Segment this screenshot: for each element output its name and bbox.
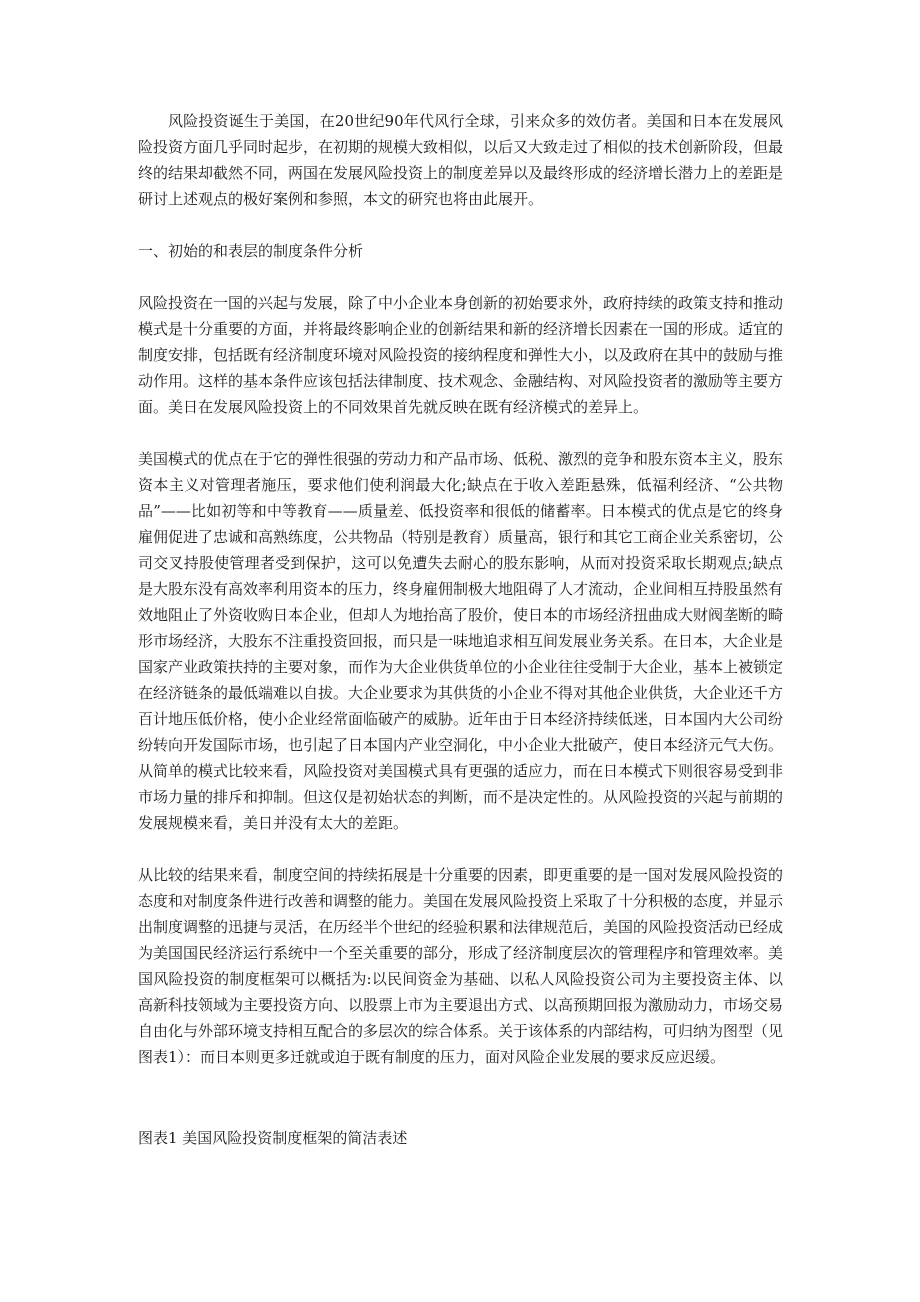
figure-caption: 图表1 美国风险投资制度框架的简洁表述 [138, 1129, 408, 1147]
body-paragraph-4: 从比较的结果来看，制度空间的持续拓展是十分重要的因素，即更重要的是一国对发展风险投资的态度和对制度条件进行改善和调整的能力。美国在发展风险投资上采取了十分积极的态度，并显示出制度调整的迅捷与灵活，在历经半个世纪的经验积累和法律规范后，美国的风险投资活动已经成为美国国民经济运行系统中一个至关重要的部分，形成了经济制度层次的管理程序和管理效率。美国风险投资的制度框架可以概括为:以民间资金为基础、以私人风险投资公司为主要投资主体、以高新科技领域为主要投资方向、以股票上市为主要退出方式、以高预期回报为激励动力，市场交易自由化与外部环境支持相互配合的多层次的综合体系。关于该体系的内部结构，可归纳为图型（见图表1）：而日本则更多迁就或迫于既有制度的压力，面对风险企业发展的要求反应迟缓。 [138, 866, 784, 1066]
section-heading: 一、初始的和表层的制度条件分析 [138, 242, 364, 260]
document-body [138, 108, 783, 1096]
intro-paragraph: 风险投资诞生于美国，在20世纪90年代风行全球，引来众多的效仿者。美国和日本在发展风险投资方面几乎同时起步，在初期的规模大致相似，以后又大致走过了相似的技术创新阶段，但最终的结果却截然不同，两国在发展风险投资上的制度差异以及最终形成的经济增长潜力上的差距是研讨上述观点的极好案例和参照，本文的研究也将由此展开。 [138, 112, 784, 208]
body-paragraph-2: 风险投资在一国的兴起与发展，除了中小企业本身创新的初始要求外，政府持续的政策支持和推动模式是十分重要的方面，并将最终影响企业的创新结果和新的经济增长因素在一国的形成。适宜的制度安排，包括既有经济制度环境对风险投资的接纳程度和弹性大小，以及政府在其中的鼓励与推动作用。这样的基本条件应该包括法律制度、技术观念、金融结构、对风险投资者的激励等主要方面。美日在发展风险投资上的不同效果首先就反映在既有经济模式的差异上。 [138, 294, 784, 416]
body-paragraph-3: 美国模式的优点在于它的弹性很强的劳动力和产品市场、低税、激烈的竞争和股东资本主义，股东资本主义对管理者施压，要求他们使利润最大化;缺点在于收入差距悬殊，低福利经济、“公共物品”——比如初等和中等教育——质量差、低投资率和很低的储蓄率。日本模式的优点是它的终身雇佣促进了忠诚和高熟练度，公共物品（特别是教育）质量高，银行和其它工商企业关系密切，公司交叉持股使管理者受到保护，这可以免遭失去耐心的股东影响，从而对投资采取长期观点;缺点是大股东没有高效率利用资本的压力，终身雇佣制极大地阻碍了人才流动，企业间相互持股虽然有效地阻止了外资收购日本企业，但却人为地抬高了股价，使日本的市场经济扭曲成大财阀垄断的畸形市场经济，大股东不注重投资回报，而只是一味地追求相互间发展业务关系。在日本，大企业是国家产业政策扶持的主要对象，而作为大企业供货单位的小企业往往受制于大企业，基本上被锁定在经济链条的最低端难以自拔。大企业要求为其供货的小企业不得对其他企业供货，大企业还千方百计地压低价格，使小企业经常面临破产的威胁。近年由于日本经济持续低迷，日本国内大公司纷纷转向开发国际市场，也引起了日本国内产业空洞化，中小企业大批破产，使日本经济元气大伤。从简单的模式比较来看，风险投资对美国模式具有更强的适应力，而在日本模式下则很容易受到非市场力量的排斥和抑制。但这仅是初始状态的判断，而不是决定性的。从风险投资的兴起与前期的发展规模来看，美日并没有太大的差距。 [138, 450, 784, 832]
